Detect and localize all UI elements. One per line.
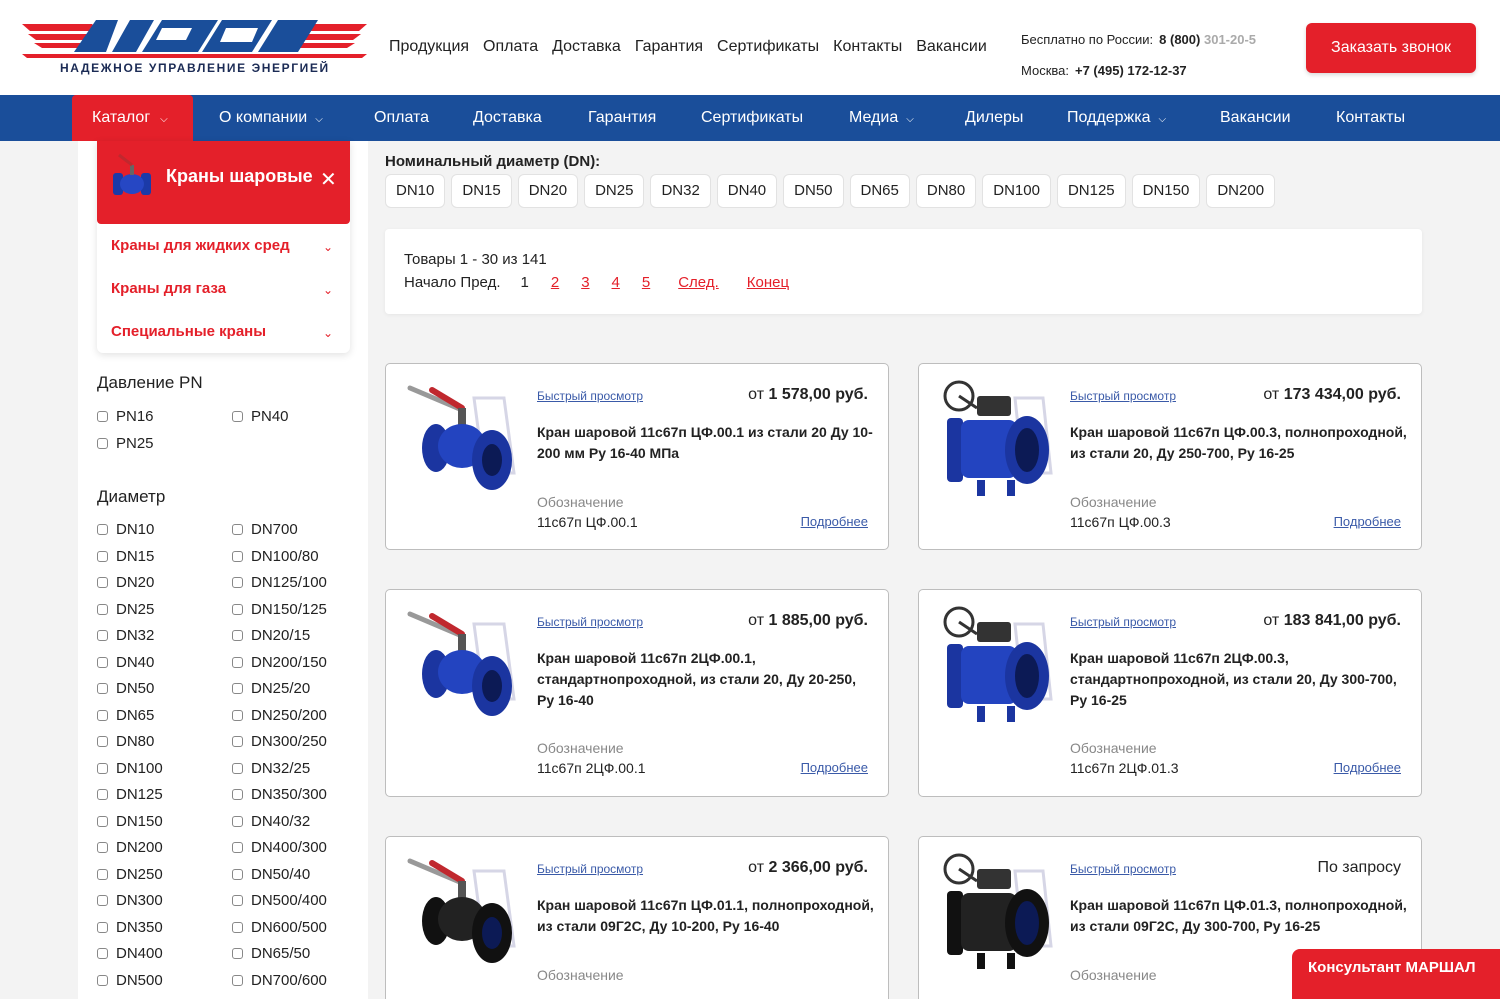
pressure-filter-title: Давление PN xyxy=(97,373,203,392)
diameter-checkbox[interactable]: DN200 xyxy=(97,839,163,856)
product-name[interactable]: Кран шаровой 11с67п 2ЦФ.00.3, стандартнопроходной, из стали 20, Ду 300-700, Ру 16-25 xyxy=(1070,650,1397,708)
pager-page-4[interactable]: 4 xyxy=(611,274,620,291)
product-card[interactable] xyxy=(385,589,889,797)
dn-chip[interactable]: DN65 xyxy=(850,174,910,208)
dn-chip[interactable]: DN40 xyxy=(717,174,777,208)
designation-label: Обозначение xyxy=(537,740,624,756)
quick-view-link[interactable]: Быстрый просмотр xyxy=(537,389,644,403)
dn-chip[interactable]: DN100 xyxy=(982,174,1051,208)
designation-label: Обозначение xyxy=(1070,740,1157,756)
nav-support[interactable]: Поддержка ⌵ xyxy=(1067,95,1166,141)
diameter-checkbox[interactable]: DN400 xyxy=(97,945,163,962)
designation-value: 11с67п ЦФ.00.3 xyxy=(1070,514,1171,530)
diameter-checkbox[interactable]: DN500 xyxy=(97,972,163,989)
pager-page-2[interactable]: 2 xyxy=(550,274,560,291)
nav-dealers[interactable]: Дилеры xyxy=(965,109,1024,126)
quick-view-link[interactable]: Быстрый просмотр xyxy=(1070,615,1177,629)
diameter-checkbox[interactable]: DN150/125 xyxy=(232,601,327,618)
diameter-checkbox[interactable]: DN100/80 xyxy=(232,548,319,565)
designation-value: 11с67п 2ЦФ.01.3 xyxy=(1070,760,1179,776)
consultant-chat-button[interactable]: Консультант МАРШАЛ xyxy=(1292,949,1500,999)
product-name[interactable]: Кран шаровой 11с67п ЦФ.00.3, полнопроходной, из стали 20, Ду 250-700, Ру 16-25 xyxy=(1070,424,1407,461)
category-panel xyxy=(97,141,350,353)
quick-view-link[interactable]: Быстрый просмотр xyxy=(1070,862,1177,876)
designation-label: Обозначение xyxy=(537,494,624,510)
diameter-checkbox[interactable]: DN25/20 xyxy=(232,680,310,697)
pressure-checkbox[interactable]: PN25 xyxy=(97,435,154,452)
quick-view-link[interactable]: Быстрый просмотр xyxy=(1070,389,1177,403)
designation-value: 11с67п 2ЦФ.00.1 xyxy=(537,760,646,776)
chevron-down-icon[interactable]: ⌄ xyxy=(323,326,334,340)
nav-contacts[interactable]: Контакты xyxy=(1336,109,1406,126)
product-card[interactable] xyxy=(385,363,889,550)
gear-ball-valve-image[interactable] xyxy=(937,604,1057,729)
topnav-certificates[interactable]: Сертификаты xyxy=(717,38,820,55)
ball-valve-image[interactable] xyxy=(404,378,524,503)
diameter-checkbox[interactable]: DN300/250 xyxy=(232,733,327,750)
product-price: от 183 841,00 руб. xyxy=(1263,612,1401,629)
product-price: от 1 885,00 руб. xyxy=(748,612,868,629)
product-name[interactable]: Кран шаровой 11с67п ЦФ.01.1, полнопроходной, из стали 09Г2С, Ду 10-200, Ру 16-40 xyxy=(537,897,874,934)
diameter-checkbox[interactable]: DN250 xyxy=(97,866,163,883)
diameter-checkbox[interactable]: DN40 xyxy=(97,654,154,671)
quick-view-link[interactable]: Быстрый просмотр xyxy=(537,615,644,629)
diameter-checkbox[interactable]: DN700 xyxy=(232,521,298,538)
diameter-filter-title: Диаметр xyxy=(97,487,166,506)
dn-chip[interactable]: DN150 xyxy=(1132,174,1201,208)
diameter-checkbox[interactable]: DN250/200 xyxy=(232,707,327,724)
diameter-checkbox[interactable]: DN10 xyxy=(97,521,154,538)
ball-valve-image[interactable] xyxy=(404,851,524,976)
logo-tagline: НАДЕЖНОЕ УПРАВЛЕНИЕ ЭНЕРГИЕЙ xyxy=(60,61,330,75)
diameter-checkbox[interactable]: DN50 xyxy=(97,680,154,697)
product-name[interactable]: Кран шаровой 11с67п 2ЦФ.00.1, стандартнопроходной, из стали 20, Ду 20-250, Ру 16-40 xyxy=(537,650,857,708)
dn-chip[interactable]: DN15 xyxy=(451,174,511,208)
topnav-delivery[interactable]: Доставка xyxy=(552,38,621,55)
site-header xyxy=(0,0,1500,95)
diameter-checkbox[interactable]: DN100 xyxy=(97,760,163,777)
chevron-down-icon: ⌵ xyxy=(160,114,168,125)
designation-label: Обозначение xyxy=(1070,967,1157,983)
pressure-checkbox[interactable]: PN40 xyxy=(232,408,289,425)
details-link[interactable]: Подробнее xyxy=(800,514,868,529)
pager-start-prev: Начало Пред. xyxy=(404,274,501,291)
gear-ball-valve-image[interactable] xyxy=(937,851,1057,976)
dn-chip[interactable]: DN125 xyxy=(1057,174,1126,208)
topnav-contacts[interactable]: Контакты xyxy=(833,38,903,55)
items-count: Товары 1 - 30 из 141 xyxy=(404,251,547,268)
dn-chip[interactable]: DN32 xyxy=(650,174,710,208)
main-navigation xyxy=(0,95,1500,141)
order-call-button[interactable]: Заказать звонок xyxy=(1306,23,1476,73)
diameter-checkbox[interactable]: DN700/600 xyxy=(232,972,327,989)
chevron-down-icon[interactable]: ⌄ xyxy=(323,283,334,297)
nav-vacancies[interactable]: Вакансии xyxy=(1220,109,1291,126)
pagination xyxy=(385,229,1422,314)
dn-chip[interactable]: DN80 xyxy=(916,174,976,208)
product-price: от 173 434,00 руб. xyxy=(1263,386,1401,403)
pagination-links xyxy=(404,274,789,291)
topnav-products[interactable]: Продукция xyxy=(389,38,470,55)
contact-phones xyxy=(1021,24,1256,86)
ball-valve-icon xyxy=(107,153,157,203)
product-card[interactable] xyxy=(385,836,889,999)
product-card[interactable] xyxy=(918,363,1422,550)
product-price: от 1 578,00 руб. xyxy=(748,386,868,403)
diameter-checkbox[interactable]: DN25 xyxy=(97,601,154,618)
pressure-checkbox[interactable]: PN16 xyxy=(97,408,154,425)
product-name[interactable]: Кран шаровой 11с67п ЦФ.01.3, полнопроходной, из стали 09Г2С, Ду 300-700, Ру 16-25 xyxy=(1070,897,1407,934)
diameter-checkbox[interactable]: DN50/40 xyxy=(232,866,310,883)
diameter-checkbox[interactable]: DN20 xyxy=(97,574,154,591)
diameter-checkbox[interactable]: DN150 xyxy=(97,813,163,830)
diameter-checkbox[interactable]: DN350/300 xyxy=(232,786,327,803)
subcat-liquid[interactable]: Краны для жидких сред xyxy=(111,237,290,254)
free-phone-label: Бесплатно по России: xyxy=(1021,32,1154,47)
gear-ball-valve-image[interactable] xyxy=(937,378,1057,503)
nav-media[interactable]: Медиа ⌵ xyxy=(849,95,914,141)
free-phone[interactable]: 8 (800) 301-20-5 xyxy=(1159,32,1257,47)
diameter-checkbox[interactable]: DN300 xyxy=(97,892,163,909)
product-name[interactable]: Кран шаровой 11с67п ЦФ.00.1 из стали 20 Ду 10-200 мм Ру 16-40 МПа xyxy=(537,424,873,461)
pager-page-3[interactable]: 3 xyxy=(581,274,590,291)
details-link[interactable]: Подробнее xyxy=(800,760,868,775)
dn-filter-title: Номинальный диаметр (DN): xyxy=(385,153,601,170)
chevron-down-icon[interactable]: ⌄ xyxy=(323,240,334,254)
product-price: По запросу xyxy=(1317,859,1401,876)
topnav-warranty[interactable]: Гарантия xyxy=(634,38,704,55)
pager-current: 1 xyxy=(520,274,529,291)
top-navigation xyxy=(389,38,987,56)
moscow-phone-label: Москва: xyxy=(1021,63,1069,78)
chevron-down-icon: ⌵ xyxy=(1158,114,1167,125)
diameter-checkbox[interactable]: DN20/15 xyxy=(232,627,310,644)
nav-payment[interactable]: Оплата xyxy=(374,109,430,126)
diameter-checkbox[interactable]: DN500/400 xyxy=(232,892,327,909)
diameter-checkbox[interactable]: DN80 xyxy=(97,733,154,750)
dn-filter-chips xyxy=(385,174,1275,208)
dn-chip[interactable]: DN200 xyxy=(1206,174,1275,208)
diameter-checkbox[interactable]: DN40/32 xyxy=(232,813,310,830)
quick-view-link[interactable]: Быстрый просмотр xyxy=(537,862,644,876)
subcat-gas[interactable]: Краны для газа xyxy=(111,280,227,297)
ball-valve-image[interactable] xyxy=(404,604,524,729)
diameter-checkbox[interactable]: DN32 xyxy=(97,627,154,644)
diameter-checkbox[interactable]: DN600/500 xyxy=(232,919,327,936)
diameter-checkbox[interactable]: DN200/150 xyxy=(232,654,327,671)
topnav-vacancies[interactable]: Вакансии xyxy=(916,38,987,55)
nav-delivery[interactable]: Доставка xyxy=(473,109,542,126)
dn-chip[interactable]: DN25 xyxy=(584,174,644,208)
diameter-checkbox[interactable]: DN400/300 xyxy=(232,839,327,856)
designation-label: Обозначение xyxy=(537,967,624,983)
dn-chip[interactable]: DN10 xyxy=(385,174,445,208)
nav-certificates[interactable]: Сертификаты xyxy=(701,109,804,126)
active-category-label: Краны шаровые xyxy=(166,166,313,186)
designation-value: 11с67п ЦФ.00.1 xyxy=(537,514,638,530)
nav-warranty[interactable]: Гарантия xyxy=(588,109,657,126)
product-card[interactable] xyxy=(918,589,1422,797)
diameter-checkbox[interactable]: DN65 xyxy=(97,707,154,724)
diameter-checkbox[interactable]: DN350 xyxy=(97,919,163,936)
active-category[interactable] xyxy=(97,141,350,224)
pager-end[interactable]: Конец xyxy=(746,274,790,291)
diameter-checkbox[interactable]: DN125/100 xyxy=(232,574,327,591)
chevron-down-icon: ⌵ xyxy=(906,114,914,125)
topnav-payment[interactable]: Оплата xyxy=(483,38,539,55)
nav-about[interactable]: О компании ⌵ xyxy=(219,95,323,141)
moscow-phone[interactable]: +7 (495) 172-12-37 xyxy=(1075,63,1187,78)
diameter-checkbox[interactable]: DN15 xyxy=(97,548,154,565)
diameter-checkbox[interactable]: DN65/50 xyxy=(232,945,310,962)
diameter-checkbox[interactable]: DN125 xyxy=(97,786,163,803)
pager-next[interactable]: След. xyxy=(678,274,719,291)
subcat-special[interactable]: Специальные краны xyxy=(111,323,267,340)
chevron-down-icon: ⌵ xyxy=(315,114,323,125)
nav-catalog[interactable]: Каталог ⌵ xyxy=(72,95,193,141)
dn-chip[interactable]: DN20 xyxy=(518,174,578,208)
pager-page-5[interactable]: 5 xyxy=(641,274,651,291)
details-link[interactable]: Подробнее xyxy=(1333,760,1401,775)
product-price: от 2 366,00 руб. xyxy=(748,859,868,876)
designation-label: Обозначение xyxy=(1070,494,1157,510)
close-icon[interactable]: ✕ xyxy=(320,169,337,191)
dn-chip[interactable]: DN50 xyxy=(783,174,843,208)
details-link[interactable]: Подробнее xyxy=(1333,514,1401,529)
diameter-checkbox[interactable]: DN32/25 xyxy=(232,760,310,777)
